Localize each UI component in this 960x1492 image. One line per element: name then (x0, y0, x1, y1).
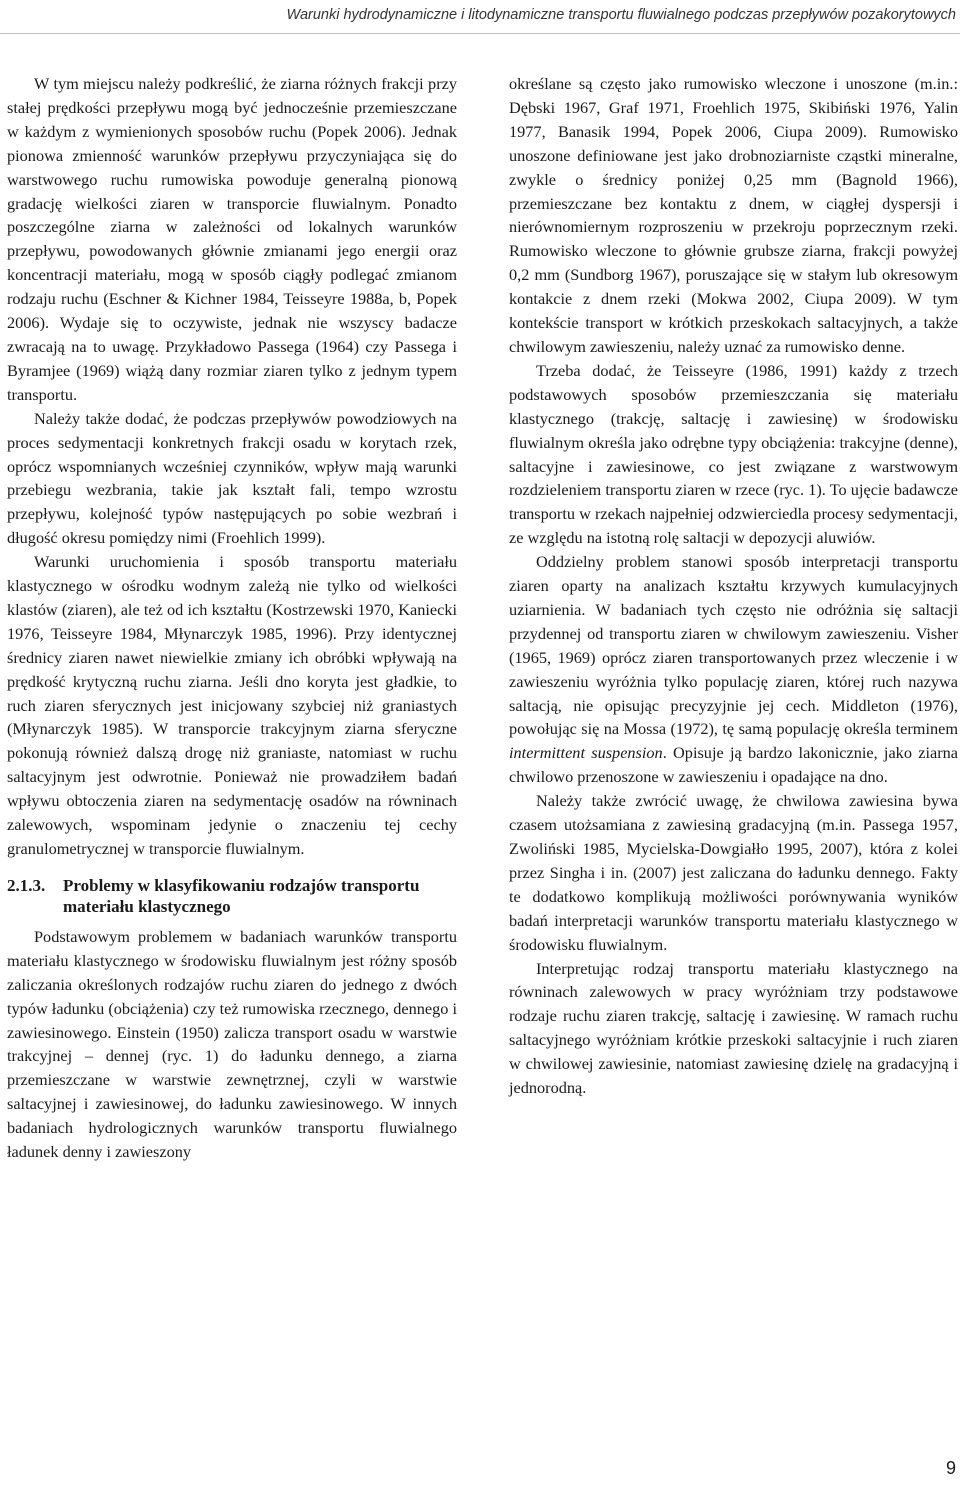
running-header: Warunki hydrodynamiczne i litodynamiczne transportu fluwialnego podczas przepływów pozakorytowych (286, 7, 956, 23)
left-column (7, 72, 457, 1164)
text-after-term: . Opisuje ją bardzo lakonicznie, jako ziarna chwilowo przenoszone w zawieszeniu i opadające na dno. (509, 743, 959, 787)
page-number: 9 (945, 1458, 956, 1478)
section-number: 2.1.3. (7, 875, 46, 895)
paragraph-classification-problem: Podstawowym problemem w badaniach warunków transportu materiału klastycznego w środowisku fluwialnym jest różny sposób zaliczania określonych rodzajów ruchu ziaren do jednego z dwóch typów ładunku (obciążenia) czy też rumowiska rzecznego, dennego i zawiesinowego. Einstein (1950) zalicza transport osadu w warstwie trakcyjnej – dennej (ryc. 1) do ładunku dennego, a ziarna przemieszczane w warstwie zewnętrznej, czyli w warstwie saltacyjnej i zawiesinowej, do ładunku zawiesinowego. W innych badaniach hydrologicznych warunków transportu fluwialnego ładunek denny i zawieszony (7, 926, 457, 1162)
paragraph-continuation: określane są często jako rumowisko wleczone i unoszone (m.in.: Dębski 1967, Graf 1971, Froehlich 1975, Skibiński 1976, Yalin 1977, Banasik 1994, Popek 2006, Ciupa 2009). Rumowisko unoszone definiowane jest jako drobnoziarniste cząstki mineralne, zwykle o średnicy poniżej 0,25 mm (Bagnold 1966), przemieszczane bez kontaktu z dnem, w ciągłej dyspersji i nierównomiernym rozproszeniu w przekroju poprzecznym rzeki. Rumowisko wleczone to głównie grubsze ziarna, frakcji powyżej 0,2 mm (Sundborg 1967), poruszające się w stałym lub okresowym kontakcie z dnem rzeki (Mokwa 2002, Ciupa 2009). W tym kontekście transport w krótkich przeskokach saltacyjnych, a także chwilowym zawieszeniu, należy uznać za rumowisko denne. (509, 74, 958, 356)
paragraph-teisseyre: Trzeba dodać, że Teisseyre (1986, 1991) każdy z trzech podstawowych sposobów przemieszczania się materiału klastycznego (trakcję, saltację i zawiesinę) w środowisku fluwialnym określa jako odrębne typy obciążenia: trakcyjne (denne), saltacyjne i zawiesinowe, co jest związane z warstwowym rozdzieleniem transportu ziaren w rzece (ryc. 1). To ujęcie badawcze transportu w rzekach najpełniej odzwierciedla procesy sedymentacji, ze względu na istotną rolę saltacji w depozycji aluwiów. (509, 360, 958, 548)
paragraph-gradational-suspension: Należy także zwrócić uwagę, że chwilowa zawiesina bywa czasem utożsamiana z zawiesiną gradacyjną (m.in. Passega 1957, Zwoliński 1985, Mycielska-Dowgiałło 1995, 2007), która z kolei przez Singha i in. (2007) jest zaliczana do ładunku dennego. Fakty te dodatkowo komplikują możliwości porównywania wyników badań interpretacji warunków transportu materiału klastycznego w środowisku fluwialnym. (509, 791, 958, 954)
text-before-term: Oddzielny problem stanowi sposób interpretacji transportu ziaren oparty na analizach kształtu krzywych kumulacyjnych uziarnienia. W badaniach tych często nie odróżnia się saltacji przydennej od transportu ziaren w chwilowym zawieszeniu. Visher (1965, 1969) oprócz ziaren transportowanych przez wleczenie i w zawieszeniu wyróżnia tylko populację ziaren, której ruch nazywa saltacją, nie opisując precyzyjnie jej cech. Middleton (1976), powołując się na Mossa (1972), tę samą populację określa terminem (509, 552, 958, 739)
paragraph-grain-shape: Warunki uruchomienia i sposób transportu materiału klastycznego w ośrodku wodnym zależą nie tylko od wielkości klastów (ziaren), ale też od ich kształtu (Kostrzewski 1970, Kaniecki 1976, Teisseyre 1984, Młynarczyk 1985, 1996). Przy identycznej średnicy ziaren nawet niewielkie zmiany ich obróbki wpływają na prędkość krytyczną ruchu ziarna. Jeśli dno koryta jest gładkie, to ruch ziaren sferycznych jest inicjowany szybciej niż graniastych (Młynarczyk 1985). W transporcie trakcyjnym ziarna sferyczne pokonują również dalszą drogę niż graniaste, natomiast w ruchu saltacyjnym jest odwrotnie. Ponieważ nie prowadziłem badań wpływu obtoczenia ziaren na sedymentację osadów na równinach zalewowych, wspominam jedynie o znaczeniu tej cechy granulometrycznej w transporcie fluwialnym. (7, 552, 457, 858)
italic-term: intermittent suspension (509, 743, 663, 763)
paragraph-interpretation: Interpretując rodzaj transportu materiału klastycznego na równinach zalewowych w pracy wyróżniam trzy podstawowe rodzaje ruchu ziaren trakcję, saltację i zawiesinę. W ramach ruchu saltacyjnego wyróżniam krótkie przeskoki saltacyjnie i ruch ziaren w chwilowej zawiesinie, natomiast zawiesinę dzielę na gradacyjną i jednorodną. (509, 958, 958, 1098)
header-divider (0, 33, 960, 34)
paragraph-grain-fractions: W tym miejscu należy podkreślić, że ziarna różnych frakcji przy stałej prędkości przepływu mogą być jednocześnie przemieszczane w każdym z wymienionych sposobów ruchu (Popek 2006). Jednak pionowa zmienność warunków przepływu przyczyniająca się do warstwowego ruchu rumowiska powoduje generalną pionową gradację wielkości ziaren w transporcie fluwialnym. Ponadto poszczególne ziarna w zależności od lokalnych warunków przepływu, powodowanych głównie zmianami jego energii oraz koncentracji materiału, mogą w sposób ciągły podlegać zmianom rodzaju ruchu (Eschner & Kichner 1984, Teisseyre 1988a, b, Popek 2006). Wydaje się to oczywiste, jednak nie wszyscy badacze zwracają na to uwagę. Przykładowo Passega (1964) czy Passega i Byramjee (1969) wiążą dany rozmiar ziaren tylko z jednym typem transportu. (7, 74, 457, 404)
section-heading (7, 875, 457, 917)
right-column (509, 72, 958, 1100)
paragraph-cumulative-curves (509, 550, 958, 789)
paragraph-flood-conditions: Należy także dodać, że podczas przepływów powodziowych na proces sedymentacji konkretnych frakcji osadu w korytach rzek, oprócz wspomnianych wcześniej czynników, wpływ mają warunki przebiegu wezbrania, takie jak kształt fali, tempo wzrostu przepływu, kolejność typów następujących po sobie wezbrań i długość okresu pomiędzy nimi (Froehlich 1999). (7, 408, 457, 548)
section-title: Problemy w klasyfikowaniu rodzajów transportu materiału klastycznego (63, 875, 420, 916)
